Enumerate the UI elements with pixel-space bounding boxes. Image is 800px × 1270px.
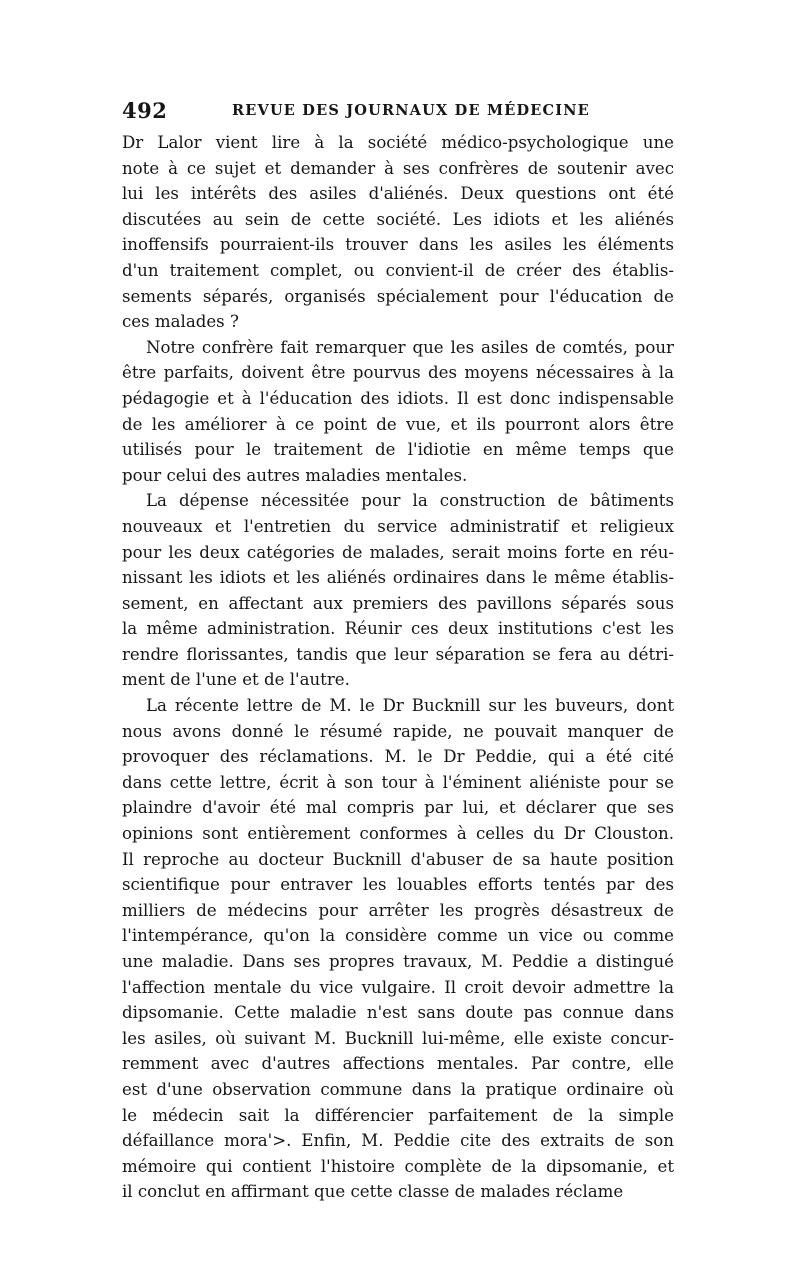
text-line: Notre confrère fait remarquer que les asiles de comtés, pour <box>146 337 674 357</box>
text-line: l'affection mentale du vice vulgaire. Il croit devoir admettre la <box>122 977 674 997</box>
text-line: lui les intérêts des asiles d'aliénés. Deux questions ont été <box>122 184 674 204</box>
text-line: pour les deux catégories de malades, serait moins forte en réu- <box>122 542 674 562</box>
text-line: il conclut en affirmant que cette classe de malades réclame <box>122 1182 624 1202</box>
text-line: Il reproche au docteur Bucknill d'abuser de sa haute position <box>122 849 674 869</box>
text-line: de les améliorer à ce point de vue, et ils pourront alors être <box>122 414 674 434</box>
text-line: pour celui des autres maladies mentales. <box>122 465 468 485</box>
text-line: une maladie. Dans ses propres travaux, M. Peddie a distingué <box>122 952 674 971</box>
text-line: remment avec d'autres affections mentales. Par contre, elle <box>122 1054 674 1074</box>
page-number: 492 <box>122 98 168 123</box>
text-line: pédagogie et à l'éducation des idiots. Il est donc indispensable <box>122 388 674 408</box>
body-text <box>122 130 674 1205</box>
text-line: inoffensifs pourraient-ils trouver dans les asiles les éléments <box>122 235 674 255</box>
text-line: nissant les idiots et les aliénés ordinaires dans le même établis- <box>122 568 674 588</box>
text-line: les asiles, où suivant M. Bucknill lui-même, elle existe concur- <box>122 1028 674 1048</box>
text-line: provoquer des réclamations. M. le Dr Peddie, qui a été cité <box>122 747 674 767</box>
text-line: discutées au sein de cette société. Les idiots et les aliénés <box>122 209 674 229</box>
text-line: nouveaux et l'entretien du service administratif et religieux <box>122 516 674 536</box>
text-line: milliers de médecins pour arrêter les progrès désastreux de <box>122 900 674 920</box>
text-line: la même administration. Réunir ces deux institutions c'est les <box>122 619 674 639</box>
text-line: ces malades ? <box>122 312 239 332</box>
running-title: REVUE DES JOURNAUX DE MÉDECINE <box>232 102 590 119</box>
text-line: utilisés pour le traitement de l'idiotie en même temps que <box>122 440 674 460</box>
page-header <box>122 98 674 128</box>
text-line: est d'une observation commune dans la pratique ordinaire où <box>122 1079 674 1099</box>
text-line: opinions sont entièrement conformes à celles du Dr Clouston. <box>122 824 674 844</box>
text-line: être parfaits, doivent être pourvus des moyens nécessaires à la <box>122 363 674 383</box>
text-line: dans cette lettre, écrit à son tour à l'éminent aliéniste pour se <box>122 772 674 792</box>
text-line: plaindre d'avoir été mal compris par lui, et déclarer que ses <box>122 798 674 818</box>
text-line: sement, en affectant aux premiers des pavillons séparés sous <box>122 593 674 613</box>
text-line: d'un traitement complet, ou convient-il de créer des établis- <box>122 260 674 280</box>
text-line: Dr Lalor vient lire à la société médico-psychologique une <box>122 133 674 152</box>
text-line: note à ce sujet et demander à ses confrères de soutenir avec <box>122 158 674 178</box>
text-line: mémoire qui contient l'histoire complète de la dipsomanie, et <box>122 1156 674 1176</box>
text-line: nous avons donné le résumé rapide, ne pouvait manquer de <box>122 721 674 741</box>
text-line: défaillance mora'>. Enfin, M. Peddie cite des extraits de son <box>122 1131 674 1151</box>
text-line: ment de l'une et de l'autre. <box>122 670 350 690</box>
text-line: sements séparés, organisés spécialement pour l'éducation de <box>122 286 674 306</box>
text-line: le médecin sait la différencier parfaitement de la simple <box>122 1105 674 1125</box>
text-line: scientifique pour entraver les louables efforts tentés par des <box>122 875 674 895</box>
text-line: La récente lettre de M. le Dr Bucknill sur les buveurs, dont <box>146 696 674 716</box>
text-line: La dépense nécessitée pour la construction de bâtiments <box>146 491 674 511</box>
text-line: rendre florissantes, tandis que leur séparation se fera au détri- <box>122 644 674 664</box>
text-line: dipsomanie. Cette maladie n'est sans doute pas connue dans <box>122 1003 674 1023</box>
text-line: l'intempérance, qu'on la considère comme un vice ou comme <box>122 926 674 946</box>
